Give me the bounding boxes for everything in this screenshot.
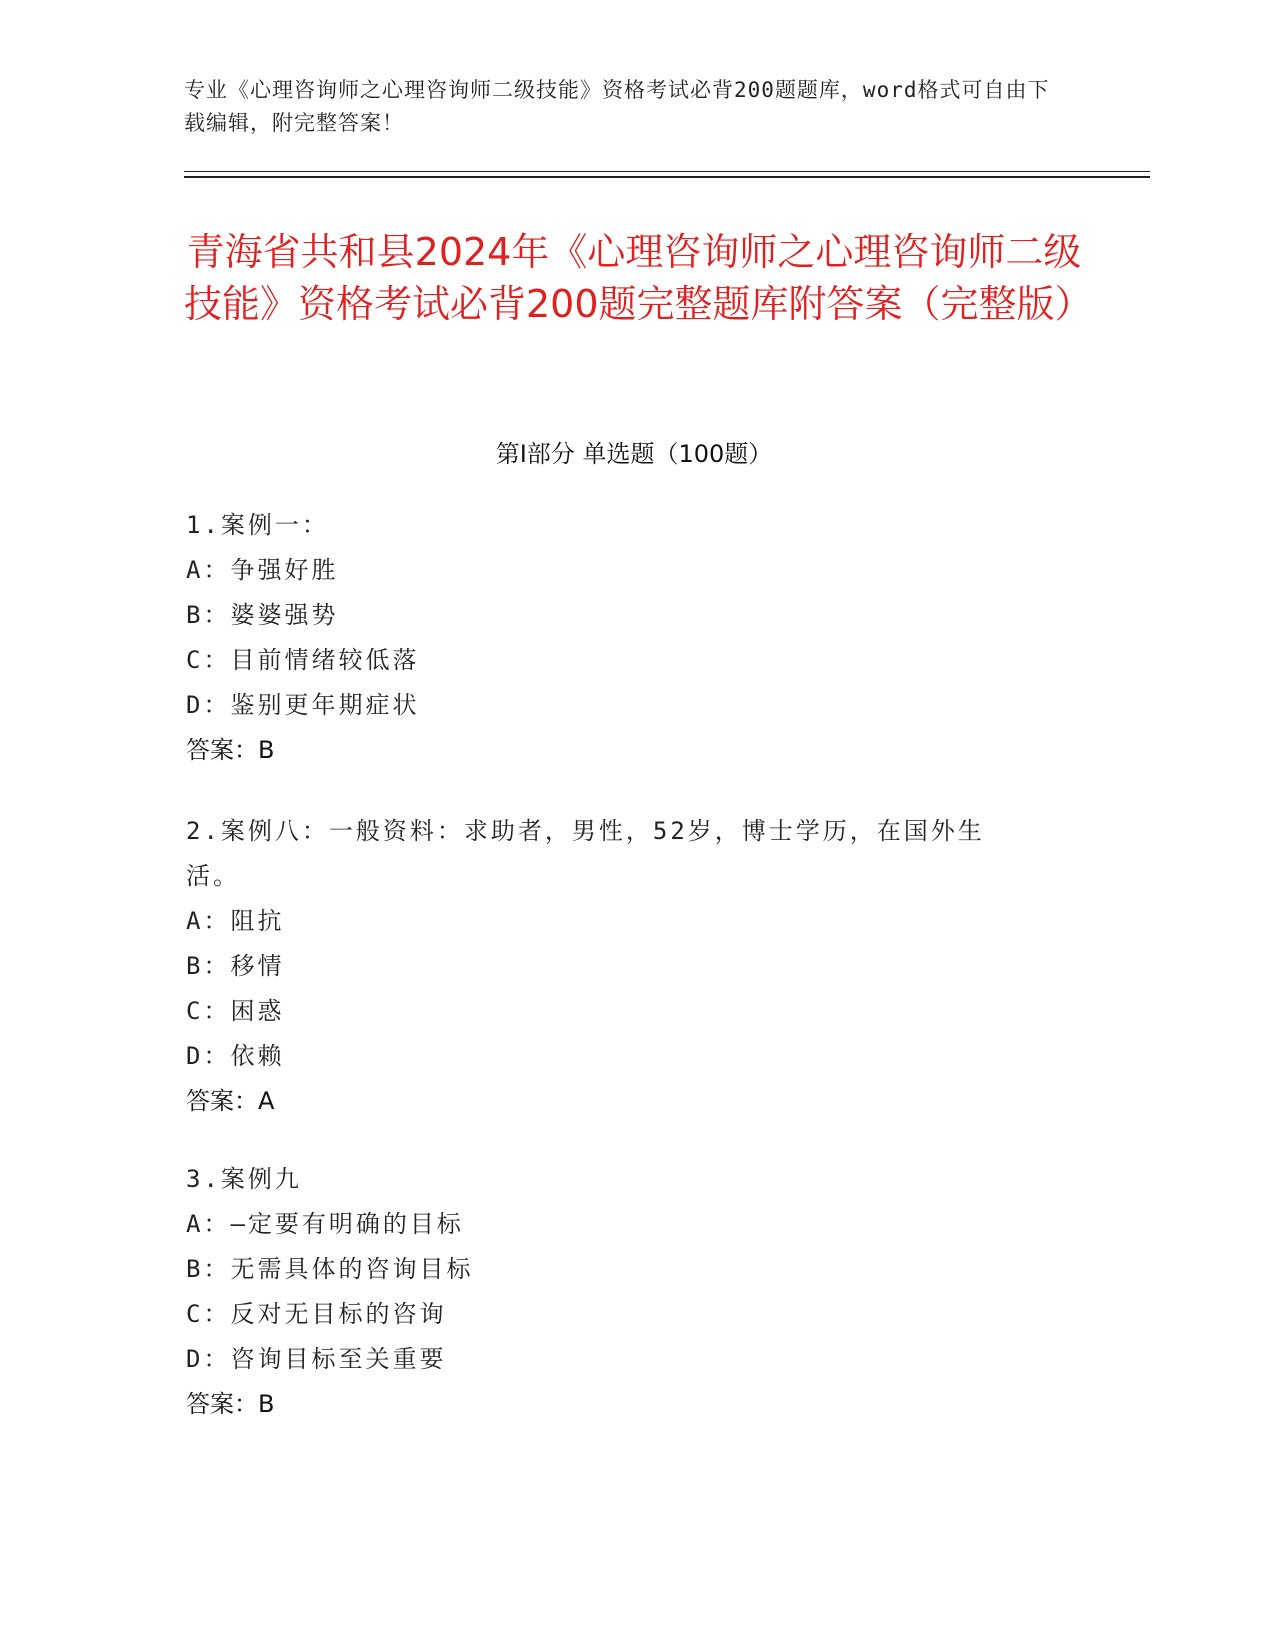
option-c: C：困惑 [186,997,285,1025]
answer-line: 答案：B [186,1390,275,1418]
question-3 [186,1157,1066,1427]
option-d: D：鉴别更年期症状 [186,691,420,719]
document-title: 青海省共和县2024年《心理咨询师之心理咨询师二级技能》资格考试必背200题完整题库附答案（完整版） [184,230,1093,326]
option-c: C：反对无目标的咨询 [186,1300,447,1328]
question-stem: 1.案例一： [186,511,329,539]
option-d: D：咨询目标至关重要 [186,1345,447,1373]
header-note: 专业《心理咨询师之心理咨询师二级技能》资格考试必背200题题库，word格式可自由下载编辑，附完整答案！ [184,78,1050,135]
option-d: D：依赖 [186,1042,285,1070]
question-2 [186,809,1066,1124]
question-1 [186,503,1066,773]
answer-line: 答案：A [186,1087,275,1115]
option-b: B：移情 [186,952,285,980]
option-a: A：争强好胜 [186,556,339,584]
header-rule-thin [184,171,1150,172]
option-b: B：婆婆强势 [186,601,339,629]
answer-line: 答案：B [186,736,275,764]
question-stem: 2.案例八：一般资料：求助者，男性，52岁，博士学历，在国外生活。 [186,817,985,890]
question-stem: 3.案例九 [186,1165,302,1193]
section-heading: 第I部分 单选题（100题） [495,440,773,468]
header-rule-thick [184,176,1150,178]
option-a: A：—定要有明确的目标 [186,1210,464,1238]
option-b: B：无需具体的咨询目标 [186,1255,474,1283]
option-a: A：阻抗 [186,907,285,935]
option-c: C：目前情绪较低落 [186,646,420,674]
